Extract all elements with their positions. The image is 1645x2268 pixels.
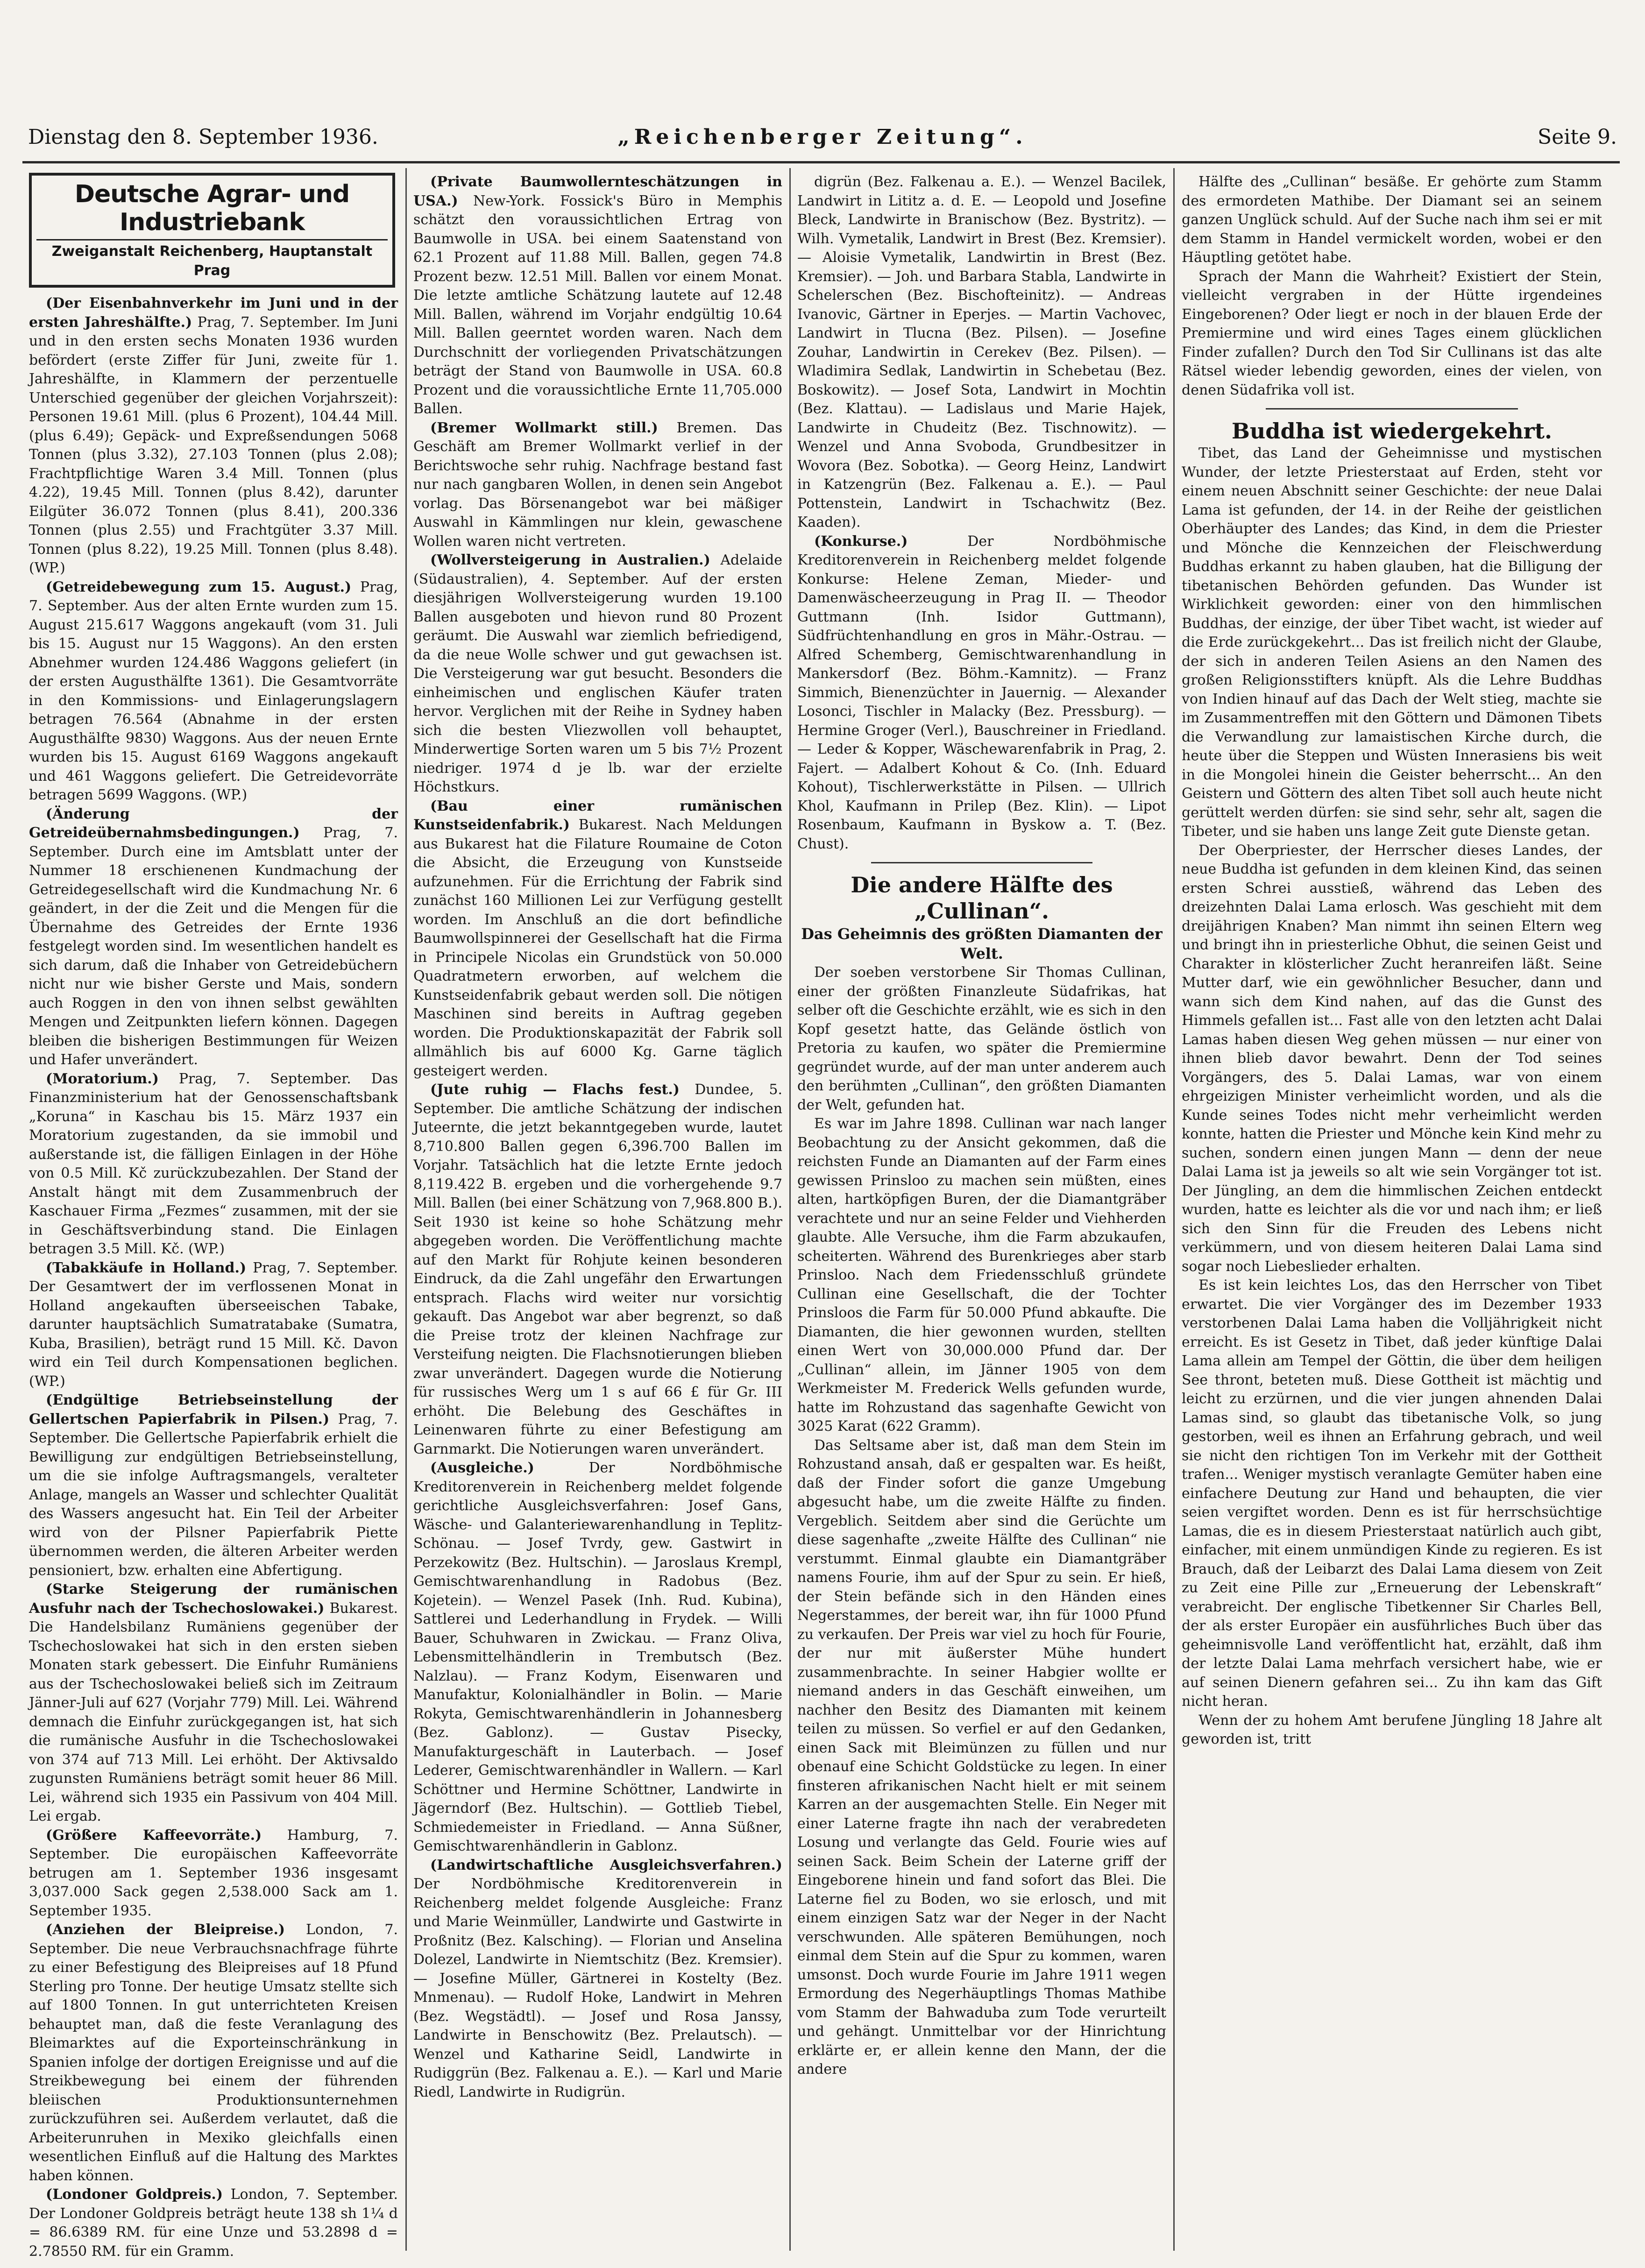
news-item	[29, 1580, 398, 1826]
news-item-heading: (Konkurse.)	[814, 533, 908, 550]
news-item-heading: (Getreidebewegung zum 15. August.)	[46, 579, 352, 595]
column-3	[797, 173, 1166, 2246]
news-item-heading: (Bau einer rumänischen Kunstseidenfabrik.)	[413, 798, 782, 833]
news-item-heading: (Der Eisenbahnverkehr im Juni und in der ersten Jahreshälfte.)	[29, 295, 398, 331]
news-item	[1182, 841, 1602, 1277]
news-item-text: Prag, 7. September. Durch eine im Amtsblatt unter der Nummer 18 erschienenen Kundmachung der Getreidegesellschaft wird die Kundmachung Nr. 6 geändert, in der die Zeit und die Mengen für die Übernahme des Getreides der Ernte 1936 festgelegt worden sind. Im wesentlichen handelt es sich darum, daß die Inhaber von Getreidebüchern nicht nur wie bisher Gerste und Mais, sondern auch Roggen in den von ihnen selbst gewählten Mengen und Zeitpunkten liefern können. Dagegen bleiben die bisherigen Bestimmungen für Weizen und Hafer unverändert.	[29, 825, 398, 1068]
news-item-text: Prag, 7. September. Die Gellertsche Papierfabrik erhielt die Bewilligung zur endgültigen Betriebseinstellung, um die sie infolge Auftragsmangels, veralteter Anlage, mangels an Wasser und schlechter Qualität des Wassers angesucht hat. Ein Teil der Arbeiter wird von der Pilsner Papierfabrik Piette übernommen werden, die älteren Arbeiter werden pensioniert, bzw. erhalten eine Abfertigung.	[29, 1411, 398, 1579]
column-1	[29, 173, 398, 2260]
ad-subtitle: Zweiganstalt Reichenberg, Hauptanstalt Prag	[36, 239, 388, 280]
news-item	[413, 1081, 782, 1459]
news-item-heading: (Landwirtschaftliche Ausgleichsverfahren.)	[430, 1857, 782, 1873]
news-item	[413, 173, 782, 419]
bank-advertisement	[29, 173, 395, 288]
news-item-heading: (Bremer Wollmarkt still.)	[430, 419, 658, 436]
news-item-text: Bukarest. Die Handelsbilanz Rumäniens gegenüber der Tschechoslowakei hat sich in den ersten sieben Monaten stark gebessert. Die Einfuhr Rumäniens aus der Tschechoslowakei beließ sich im Zeitraum Jänner-Juli auf 627 (Vorjahr 779) Mill. Lei. Während demnach die Einfuhr zurückgegangen ist, hat sich die rumänische Ausfuhr in die Tschechoslowakei von 374 auf 713 Mill. Lei erhöht. Der Aktivsaldo zugunsten Rumäniens beträgt somit heuer 86 Mill. Lei, während sich 1935 ein Passivum von 404 Mill. Lei ergab.	[29, 1600, 398, 1824]
column-4	[1182, 173, 1602, 2246]
news-item	[797, 1436, 1166, 2079]
news-item	[413, 797, 782, 1081]
article-title: Buddha ist wiedergekehrt.	[1231, 418, 1553, 444]
news-item-text: Der Oberpriester, der Herrscher dieses Landes, der neue Buddha ist gefunden in dem kleinen Kind, das seinen ersten Schrei ausstieß, während das Leben des dreizehnten Dalai Lama erlosch. Was geschieht mit dem dreijährigen Knaben? Man nimmt ihn seinen Eltern weg und bringt ihn in priesterliche Obhut, die seinen Geist und Charakter in klösterlicher Zucht heranreifen läßt. Seine Mutter darf, wie ein gewöhnlicher Besucher, dann und wann sich dem Kind nahen, auf das die Gunst des Himmels gefallen ist... Fast alle von den letzten acht Dalai Lamas haben diesen Weg gehen müssen — nur einer von ihnen blieb davor bewahrt. Denn der Tod seines Vorgängers, des 5. Dalai Lamas, war von einem ehrgeizigen Minister verheimlicht worden, und als die Kunde seines Todes nicht mehr verheimlicht werden konnte, hatten die Priester und Mönche kein Kind mehr zu suchen, sondern einen jungen Mann — denn der neue Dalai Lama ist ja jeweils so alt wie sein Vorgänger tot ist. Der Jüngling, an dem die himmlischen Zeichen entdeckt wurden, hatte es leichter als die vor und nach ihm; er ließ sich den Sinn für die Freuden des Lebens nicht verkümmern, und von diesem heiteren Dalai Lama sind sogar noch Liebeslieder erhalten.	[1182, 842, 1602, 1275]
news-item-heading: (Größere Kaffeevorräte.)	[46, 1827, 262, 1844]
column-2	[413, 173, 782, 2246]
ad-title: Deutsche Agrar- und Industriebank	[74, 180, 350, 236]
news-item	[413, 1459, 782, 1856]
page-header	[28, 125, 1617, 158]
news-item-heading: (Private Baumwollernteschätzungen in USA.)	[413, 174, 782, 209]
news-item-text: Sprach der Mann die Wahrheit? Existiert der Stein, vielleicht vergraben in der Hütte irgendeines Eingeborenen? Oder liegt er noch in der blauen Erde der Premiermine und wird eines Tages einem glücklichen Finder zufallen? Durch den Tod Sir Cullinans ist das alte Rätsel wieder lebendig geworden, eines der vielen, von denen Südafrika voll ist.	[1182, 268, 1602, 398]
news-item-heading: (Moratorium.)	[46, 1070, 159, 1087]
news-item	[1182, 268, 1602, 400]
news-item-text: London, 7. September. Der Londoner Goldpreis beträgt heute 138 sh 1¼ d = 86.6389 RM. für eine Unze und 53.2898 d = 2.78550 RM. für ein Gramm.	[29, 2186, 398, 2260]
news-item-text: Der soeben verstorbene Sir Thomas Cullinan, einer der größten Finanzleute Südafrikas, hat selber oft die Geschichte erzählt, wie es sich in den Kopf gesetzt hatte, das Gelände östlich von Pretoria zu kaufen, wo später die Premiermine gegründet wurde, auf der man unter anderem auch den berühmten „Cullinan“, den größten Diamanten der Welt, gefunden hat.	[797, 964, 1166, 1113]
news-item-heading: (Wollversteigerung in Australien.)	[430, 552, 710, 568]
news-item	[797, 963, 1166, 1115]
news-item	[29, 1070, 398, 1259]
news-item	[29, 2185, 398, 2261]
header-rule	[22, 161, 1620, 163]
news-item	[1182, 1711, 1602, 1749]
article-title: Die andere Hälfte des „Cullinan“.	[851, 872, 1113, 924]
news-item	[1182, 444, 1602, 841]
news-item	[29, 1259, 398, 1392]
news-item	[797, 173, 1166, 532]
news-item-text: Der Nordböhmische Kreditorenverein in Reichenberg meldet folgende gerichtliche Ausgleichsverfahren: Josef Gans, Wäsche- und Galanteriewarenhandlung in Teplitz-Schönau. — Josef Tvrdy, gew. Gastwirt in Perzekowitz (Bez. Hultschin). — Jaroslaus Krempl, Gemischtwarenhandlung in Radobus (Bez. Kojetein). — Wenzel Pasek (Inh. Rud. Kubina), Sattlerei und Lederhandlung in Frydek. — Willi Bauer, Schuhwaren in Zwickau. — Franz Oliva, Lebensmittelhändlerin in Trembutsch (Bez. Nalzlau). — Franz Kodym, Eisenwaren und Manufaktur, Kolonialhändler in Bolin. — Marie Rokyta, Gemischtwarenhändlerin in Johannesberg (Bez. Gablonz). — Gustav Pisecky, Manufakturgeschäft in Lauterbach. — Josef Lederer, Gemischtwarenhändler in Wallern. — Karl Schöttner und Hermine Schöttner, Landwirte in Jägerndorf (Bez. Hultschin). — Gottlieb Tiebel, Schmiedemeister in Friedland. — Anna Süßner, Gemischtwarenhändlerin in Gablonz.	[413, 1460, 782, 1854]
news-item-text: Dundee, 5. September. Die amtliche Schätzung der indischen Juteernte, die jetzt bekanntgegeben wurde, lautet 8,710.800 Ballen gegen 6,396.700 Ballen im Vorjahr. Tatsächlich hat die letzte Ernte jedoch 8,119.422 B. ergeben und die vorhergehende 9.7 Mill. Ballen (bei einer Schätzung von 7,968.800 B.). Seit 1930 ist keine so hohe Schätzung mehr abgegeben worden. Die Veröffentlichung machte auf den Markt für Rohjute keinen besonderen Eindruck, da die Zahl ungefähr den Erwartungen entsprach. Flachs wird weiter nur vorsichtig gekauft. Das Angebot war aber begrenzt, so daß die Preise trotz der kleinen Nachfrage zur Versteifung neigten. Die Flachsnotierungen blieben zwar unverändert. Dagegen wurde die Notierung für russisches Werg um 1 s auf 66 £ für Gr. III erhöht. Die Belebung des Geschäftes in Leinenwaren führte zu einer Befestigung am Garnmarkt. Die Notierungen waren unverändert.	[413, 1081, 782, 1457]
news-item-text: Es ist kein leichtes Los, das den Herrscher von Tibet erwartet. Die vier Vorgänger des im Dezember 1933 verstorbenen Dalai Lama haben die Volljährigkeit nicht erreicht. Es ist Gesetz in Tibet, daß jeder künftige Dalai Lama allein am Tempel der Göttin, die über dem heiligen See thront, beteten muß. Diese Gottheit ist mächtig und leicht zu erzürnen, und die vier jungen ahnenden Dalai Lamas sind, so glaubt das tibetanische Volk, so jung gestorben, weil es ihnen an Erfahrung gebrach, und weil sie nicht den richtigen Ton im Verkehr mit der Gottheit trafen... Weniger mystisch veranlagte Gemüter haben eine einfachere Deutung zur Hand und behaupten, die vier seien vergiftet worden. Denn es ist für herrschsüchtige Lamas, die es in diesem Priesterstaat natürlich auch gibt, einfacher, mit einem unmündigen Kinde zu regieren. Es ist Brauch, daß der Leibarzt des Dalai Lama diesem von Zeit zu Zeit eine Pille zur „Erneuerung der Lebenskraft“ verabreicht. Der englische Tibetkenner Sir Charles Bell, der als erster Europäer ein ausführliches Buch über das geheimnisvolle Land veröffentlicht hat, erzählt, daß ihm der letzte Dalai Lama mehrfach versichert habe, wie er auf seinen Dienern gefahren sei... Zu ihn kam das Gift nicht heran.	[1182, 1277, 1602, 1710]
news-item	[1182, 1276, 1602, 1711]
article-separator	[871, 862, 1092, 863]
news-item	[29, 805, 398, 1070]
news-item-text: Wenn der zu hohem Amt berufene Jüngling 18 Jahre alt geworden ist, tritt	[1182, 1712, 1602, 1747]
news-item-text: Bremen. Das Geschäft am Bremer Wollmarkt verlief in der Berichtswoche sehr ruhig. Nachfrage bestand fast nur nach gangbaren Wollen, in denen sein Angebot vorlag. Das Börsenangebot war bei mäßiger Auswahl in Kämmlingen nur klein, gewaschene Wollen waren nicht vertreten.	[413, 419, 782, 550]
news-item-text: New-York. Fossick's Büro in Memphis schätzt den voraussichtlichen Ertrag von Baumwolle in USA. bei einem Saatenstand von 62.1 Prozent auf 11.88 Mill. Ballen, gegen 74.8 Prozent bezw. 12.51 Mill. Ballen vor einem Monat. Die letzte amtliche Schätzung lautete auf 12.48 Mill. Ballen, während im Vorjahr endgültig 10.64 Mill. Ballen geerntet worden waren. Nach dem Durchschnitt der vorliegenden Privatschätzungen beträgt der Stand von Baumwolle in USA. 60.8 Prozent und die voraussichtliche Ernte 11,705.000 Ballen.	[413, 192, 782, 417]
news-item	[1182, 173, 1602, 268]
news-item-heading: (Londoner Goldpreis.)	[46, 2186, 223, 2203]
column-divider	[1173, 168, 1175, 2251]
news-item-text: Prag, 7. September. Der Gesamtwert der im verflossenen Monat in Holland angekauften überseeischen Tabake, darunter hauptsächlich Sumatratabake (Sumatra, Kuba, Brasilien), beträgt rund 15 Mill. Kč. Davon wird ein Teil durch Kompensationen beglichen. (WP.)	[29, 1259, 398, 1390]
news-item	[413, 1856, 782, 2102]
news-item-heading: (Starke Steigerung der rumänischen Ausfuhr nach der Tschechoslowakei.)	[29, 1581, 398, 1617]
news-item-text: Prag, 7. September. Im Juni und in den ersten sechs Monaten 1936 wurden befördert (erste Ziffer für Juni, zweite für 1. Jahreshälfte, in Klammern der perzentuelle Unterschied gegenüber der gleichen Vorjahrszeit): Personen 19.61 Mill. (plus 6 Prozent), 104.44 Mill. (plus 6.49); Gepäck- und Expreßsendungen 5068 Tonnen (plus 3.32), 27.103 Tonnen (plus 2.08); Frachtpflichtige Waren 3.4 Mill. Tonnen (plus 4.22), 19.45 Mill. Tonnen (plus 8.42), darunter Eilgüter 36.072 Tonnen (plus 8.41), 200.336 Tonnen (plus 2.55) und Frachtgüter 3.37 Mill. Tonnen (plus 8.22), 19.25 Mill. Tonnen (plus 8.48). (WP.)	[29, 314, 398, 576]
news-item	[29, 1826, 398, 1921]
news-item	[413, 551, 782, 797]
news-item-heading: (Tabakkäufe in Holland.)	[46, 1259, 247, 1276]
news-item	[29, 294, 398, 578]
news-item-text: Es war im Jahre 1898. Cullinan war nach langer Beobachtung zu der Ansicht gekommen, daß die reichsten Funde an Diamanten auf der Farm eines gewissen Prinsloo zu machen sein müßten, eines alten, hartköpfigen Buren, der die Diamantgräber verachtete und nur an seine Felder und Viehherden glaubte. Alle Versuche, ihm die Farm abzukaufen, scheiterten. Während des Burenkrieges aber starb Prinsloo. Nach dem Friedensschluß gründete Cullinan eine Gesellschaft, die der Tochter Prinsloos die Farm für 50.000 Pfund abkaufte. Die Diamanten, die hier gewonnen wurden, stellten einen Wert von 30,000.000 Pfund dar. Der „Cullinan“ allein, im Jänner 1905 von dem Werkmeister M. Frederick Wells gefunden wurde, hatte im Rohzustand das sagenhafte Gewicht von 3025 Karat (622 Gramm).	[797, 1116, 1166, 1434]
news-item	[29, 1391, 398, 1580]
news-item	[29, 1921, 398, 2185]
news-item-text: digrün (Bez. Falkenau a. E.). — Wenzel Bacilek, Landwirt in Lititz a. d. E. — Leopold und Josefine Bleck, Landwirte in Branischow (Bez. Bystritz). — Wilh. Vymetalik, Landwirt in Brest (Bez. Kremsier). — Aloisie Vymetalik, Landwirtin in Brest (Bez. Kremsier). — Joh. und Barbara Stabla, Landwirte in Schelerschen (Bez. Bischofteinitz). — Andreas Ivanovic, Gärtner in Eperjes. — Martin Vachovec, Landwirt in Tlucna (Bez. Pilsen). — Josefine Zouhar, Landwirtin in Cerekev (Bez. Pilsen). — Wladimira Sedlak, Landwirtin in Schebetau (Bez. Boskowitz). — Josef Sota, Landwirt in Mochtin (Bez. Klattau). — Ladislaus und Marie Hajek, Landwirte in Chudeitz (Bez. Tischnowitz). — Wenzel und Anna Svoboda, Grundbesitzer in Wovora (Bez. Sobotka). — Georg Heinz, Landwirt in Katzengrün (Bez. Falkenau a. E.). — Paul Pottenstein, Landwirt in Tschachwitz (Bez. Kaaden).	[797, 174, 1166, 530]
news-item-text: London, 7. September. Die neue Verbrauchsnachfrage führte zu einer Befestigung des Bleipreises auf 18 Pfund Sterling pro Tonne. Der heutige Umsatz stellte sich auf 1800 Tonnen. In gut unterrichteten Kreisen behauptet man, daß die feste Veranlagung des Bleimarktes auf die Exporteinschränkung in Spanien infolge der dortigen Ereignisse und auf die Streikbewegung bei einem der führenden bleiischen Produktionsunternehmen zurückzuführen sei. Außerdem verlautet, daß die Arbeiterunruhen in Mexiko gleichfalls einen wesentlichen Einfluß auf die Haltung des Marktes haben können.	[29, 1922, 398, 2184]
article-subtitle: Das Geheimnis des größten Diamanten der Welt.	[801, 925, 1163, 962]
news-item-text: Bukarest. Nach Meldungen aus Bukarest hat die Filature Roumaine de Coton die Absicht, die Erzeugung von Kunstseide aufzunehmen. Für die Errichtung der Fabrik sind zunächst 160 Millionen Lei zur Verfügung gestellt worden. Im Anschluß an die dort befindliche Baumwollspinnerei der Gesellschaft hat die Firma in Principele Nicolas ein Grundstück von 50.000 Quadratmetern erworben, auf welchem die Kunstseidenfabrik gebaut werden soll. Die nötigen Maschinen sind bereits in Auftrag gegeben worden. Die Produktionskapazität der Fabrik soll allmählich bis auf 6000 Kg. Garne täglich gesteigert werden.	[413, 817, 782, 1079]
article-separator	[1266, 408, 1518, 410]
news-item-heading: (Anziehen der Bleipreise.)	[46, 1922, 285, 1938]
news-item-heading: (Jute ruhig — Flachs fest.)	[430, 1081, 680, 1098]
news-item-text: Prag, 7. September. Das Finanzministerium hat der Genossenschaftsbank „Koruna“ in Kaschau bis 15. März 1937 ein Moratorium zugestanden, da sie immobil und außerstande ist, die fälligen Einlagen in der Höhe von 0.5 Mill. Kč zurückzubezahlen. Der Stand der Anstalt hängt mit dem Zusammenbruch der Kaschauer Firma „Fezmes“ zusammen, mit der sie in Geschäftsverbindung stand. Die Einlagen betragen 3.5 Mill. Kč. (WP.)	[29, 1070, 398, 1257]
news-item-heading: (Ausgleiche.)	[430, 1460, 534, 1476]
news-item-text: Hamburg, 7. September. Die europäischen Kaffeevorräte betrugen am 1. September 1936 insgesamt 3,037.000 Sack gegen 2,538.000 Sack am 1. September 1935.	[29, 1827, 398, 1919]
news-item-text: Der Nordböhmische Kreditorenverein in Reichenberg meldet folgende Ausgleiche: Franz und Marie Weinmüller, Landwirte und Gastwirte in Proßnitz (Bez. Kalsching). — Florian und Anselina Dolezel, Landwirte in Niemtschitz (Bez. Kremsier). — Josefine Müller, Gärtnerei in Kostelty (Bez. Mnmenau). — Rudolf Hoke, Landwirt in Mehren (Bez. Wegstädtl). — Josef und Rosa Janssy, Landwirte in Benschowitz (Bez. Prelautsch). — Wenzel und Katharine Seidl, Landwirte in Rudiggrün (Bez. Falkenau a. E.). — Karl und Marie Riedl, Landwirte in Rudigrün.	[413, 1876, 782, 2100]
masthead: „Reichenberger Zeitung“.	[617, 125, 1028, 149]
news-item	[29, 578, 398, 805]
news-item	[413, 419, 782, 551]
news-item	[797, 532, 1166, 854]
page-number: Seite 9.	[1538, 125, 1617, 149]
news-item-text: Prag, 7. September. Aus der alten Ernte wurden zum 15. August 215.617 Waggons angekauft (vom 31. Juli bis 15. August nur 15 Waggons). An den ersten Abnehmer wurden 124.486 Waggons geliefert (in der ersten Augusthälfte 1361). Die Gesamtvorräte in den Kommissions- und Einlagerungslagern betragen 76.564 (Abnahme in der ersten Augusthälfte 9830) Waggons. Aus der neuen Ernte wurden bis 15. August 6169 Waggons angekauft und 461 Waggons geliefert. Die Getreidevorräte betragen 5699 Waggons. (WP.)	[29, 579, 398, 803]
news-item-text: Das Seltsame aber ist, daß man dem Stein im Rohzustand ansah, daß er gespalten war. Es heißt, daß der Finder sofort die ganze Umgebung abgesucht habe, um die zweite Hälfte zu finden. Vergeblich. Seitdem aber sind die Gerüchte um diese sagenhafte „zweite Hälfte des Cullinan“ nie verstummt. Einmal glaubte ein Diamantgräber namens Fourie, ihm auf der Spur zu sein. Er hieß, der Stein befände sich in den Händen eines Negerstammes, der bereit war, ihn für 1000 Pfund zu verkaufen. Der Preis war viel zu hoch für Fourie, der nur mit äußerster Mühe hundert zusammenbrachte. In seiner Habgier wollte er niemand anders in das Geschäft einweihen, um nachher den Besitz des Diamanten mit keinem teilen zu müssen. So verfiel er auf den Gedanken, einen Sack mit Bleimünzen zu füllen und nur obenauf eine Schicht Goldstücke zu legen. In einer finsteren afrikanischen Nacht hielt er mit seinem Karren an der ausgemachten Stelle. Ein Neger mit einer Laterne fragte ihn nach der verabredeten Losung und verlangte das Geld. Fourie wies auf seinen Sack. Beim Schein der Laterne griff der Eingeborene hinein und fand sofort das Blei. Die Laterne fiel zu Boden, wo sie erlosch, und mit einem einzigen Satz war der Neger in der Nacht verschwunden. Alle späteren Bemühungen, noch einmal dem Stein auf die Spur zu kommen, waren umsonst. Doch wurde Fourie im Jahre 1911 wegen Ermordung des Negerhäuptlings Thomas Mathibe vom Stamm der Bahwaduba zum Tode verurteilt und gehängt. Unmittelbar vor der Hinrichtung erklärte er, er allein kenne den Mann, der die andere	[797, 1437, 1166, 2077]
news-item-heading: (Endgültige Betriebseinstellung der Gellertschen Papierfabrik in Pilsen.)	[29, 1392, 398, 1427]
column-divider	[405, 168, 407, 2251]
news-item	[797, 1115, 1166, 1436]
news-item-text: Adelaide (Südaustralien), 4. September. Auf der ersten diesjährigen Wollversteigerung wurden 19.100 Ballen ausgeboten und hievon rund 80 Prozent geräumt. Die Auswahl war ziemlich befriedigend, da die neue Wolle schwer und gut gewachsen ist. Die Versteigerung war gut besucht. Besonders die einheimischen und englischen Käufer traten hervor. Verglichen mit der Reihe in Sydney haben sich die besten Vliezwollen voll behauptet, Minderwertige Sorten waren um 5 bis 7½ Prozent niedriger. 1974 d je lb. war der erzielte Höchstkurs.	[413, 552, 782, 795]
column-divider	[789, 168, 791, 2251]
news-item-heading: (Änderung der Getreideübernahmsbedingungen.)	[29, 805, 398, 841]
news-item-text: Tibet, das Land der Geheimnisse und mystischen Wunder, der letzte Priesterstaat auf Erden, steht vor einem neuen Abschnitt seiner Geschichte: der neue Dalai Lama ist gefunden, der 14. in der Reihe der geistlichen Oberhäupter des Landes; das Kind, in dem die Priester und Mönche die Kennzeichen der Fleischwerdung Buddhas erkannt zu haben glauben, hat die Billigung der tibetanischen Behörden gefunden. Das Wunder ist Wirklichkeit geworden: einer von den himmlischen Buddhas, der einzige, der über Tibet wacht, ist wieder auf die Erde zurückgekehrt... Das ist freilich nicht der Glaube, der sich in anderen Teilen Asiens an den Namen des großen Religionsstifters knüpft. Als die Lehre Buddhas von Indien hinauf auf das Dach der Welt stieg, machte sie im Zusammentreffen mit den Göttern und Dämonen Tibets die Verwandlung zur lamaistischen Kirche durch, die heute über die Steppen und Wüsten Innerasiens bis weit in die Mongolei hinein die Geister beherrscht... An den Geistern und Göttern des alten Tibet soll auch heute nicht gerüttelt werden dürfen: sie sind sehr, sehr alt, sagen die Tibeter, und sie haben uns lange Zeit gute Dienste getan.	[1182, 445, 1602, 840]
news-item-text: Der Nordböhmische Kreditorenverein in Reichenberg meldet folgende Konkurse: Helene Zeman, Mieder- und Damenwäscheerzeugung in Prag II. — Theodor Guttmann (Inh. Isidor Guttmann), Südfrüchtenhandlung en gros in Mähr.-Ostrau. — Alfred Schemberg, Gemischtwarenhandlung in Mankersdorf (Bez. Böhm.-Kamnitz). — Franz Simmich, Bienenzüchter in Jauernig. — Alexander Losonci, Tischler in Malacky (Bez. Pressburg). — Hermine Groger (Verl.), Bauschreiner in Friedland. — Leder & Kopper, Wäschewarenfabrik in Prag, 2. Fajert. — Adalbert Kohout & Co. (Inh. Eduard Kohout), Tischlerwerkstätte in Pilsen. — Ullrich Khol, Kaufmann in Prilep (Bez. Klin). — Lipot Rosenbaum, Kaufmann in Byskow a. T. (Bez. Chust).	[797, 533, 1166, 852]
news-item-text: Hälfte des „Cullinan“ besäße. Er gehörte zum Stamm des ermordeten Mathibe. Der Diamant sei an seinem ganzen Unglück schuld. Auf der Suche nach ihm sei er mit dem Stamm in Handel vermickelt worden, wobei er den Häuptling getötet habe.	[1182, 174, 1602, 266]
issue-date: Dienstag den 8. September 1936.	[28, 125, 378, 149]
